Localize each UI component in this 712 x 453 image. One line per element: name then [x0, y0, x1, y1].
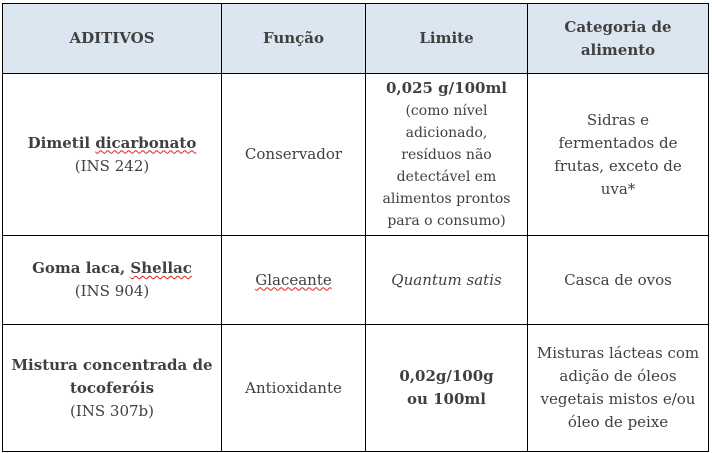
- additive-name: [7, 257, 217, 280]
- additives-table: [2, 3, 709, 452]
- additive-name: Mistura concentrada de tocoferóis: [11, 355, 213, 397]
- additive-name-flagged: dicarbonato: [95, 133, 197, 152]
- category-cell: [528, 325, 709, 452]
- additive-cell: [3, 74, 222, 236]
- category-text: Sidras e fermentados de frutas, exceto de uva*: [554, 110, 682, 198]
- header-limite: Limite: [366, 4, 528, 74]
- limit-value: 0,02g/100g ou 100ml: [399, 367, 494, 408]
- category-cell: Casca de ovos: [528, 236, 709, 325]
- limit-cell: [366, 236, 528, 325]
- additive-ins: (INS 904): [74, 282, 150, 300]
- function-cell: Conservador: [222, 74, 366, 236]
- additive-ins: (INS 242): [74, 156, 150, 175]
- limit-value: Quantum satis: [391, 270, 502, 289]
- additive-name-text: Dimetil: [27, 133, 96, 152]
- category-cell: [528, 74, 709, 236]
- function-text: Glaceante: [255, 270, 332, 289]
- additive-cell: [3, 236, 222, 325]
- header-categoria: [528, 4, 709, 74]
- additive-ins: (INS 307b): [69, 401, 155, 420]
- limit-cell: [366, 74, 528, 236]
- header-categoria-label: Categoria de alimento: [564, 17, 672, 59]
- table-row: [3, 325, 709, 452]
- header-row: [3, 4, 709, 74]
- limit-note: (como nível adicionado, resíduos não detectável em alimentos prontos para o consumo): [382, 103, 511, 229]
- category-text: Misturas lácteas com adição de óleos vegetais mistos e/ou óleo de peixe: [536, 344, 700, 431]
- limit-value: 0,025 g/100ml: [385, 79, 508, 97]
- header-aditivos: ADITIVOS: [3, 4, 222, 74]
- function-cell: [222, 236, 366, 325]
- table-row: [3, 74, 709, 236]
- additive-name-text: Goma laca,: [32, 259, 131, 277]
- limit-cell: [366, 325, 528, 452]
- additive-name-flagged: Shellac: [130, 259, 192, 277]
- header-funcao: Função: [222, 4, 366, 74]
- table-row: [3, 236, 709, 325]
- additive-name: [7, 132, 217, 155]
- additive-cell: [3, 325, 222, 452]
- function-cell: Antioxidante: [222, 325, 366, 452]
